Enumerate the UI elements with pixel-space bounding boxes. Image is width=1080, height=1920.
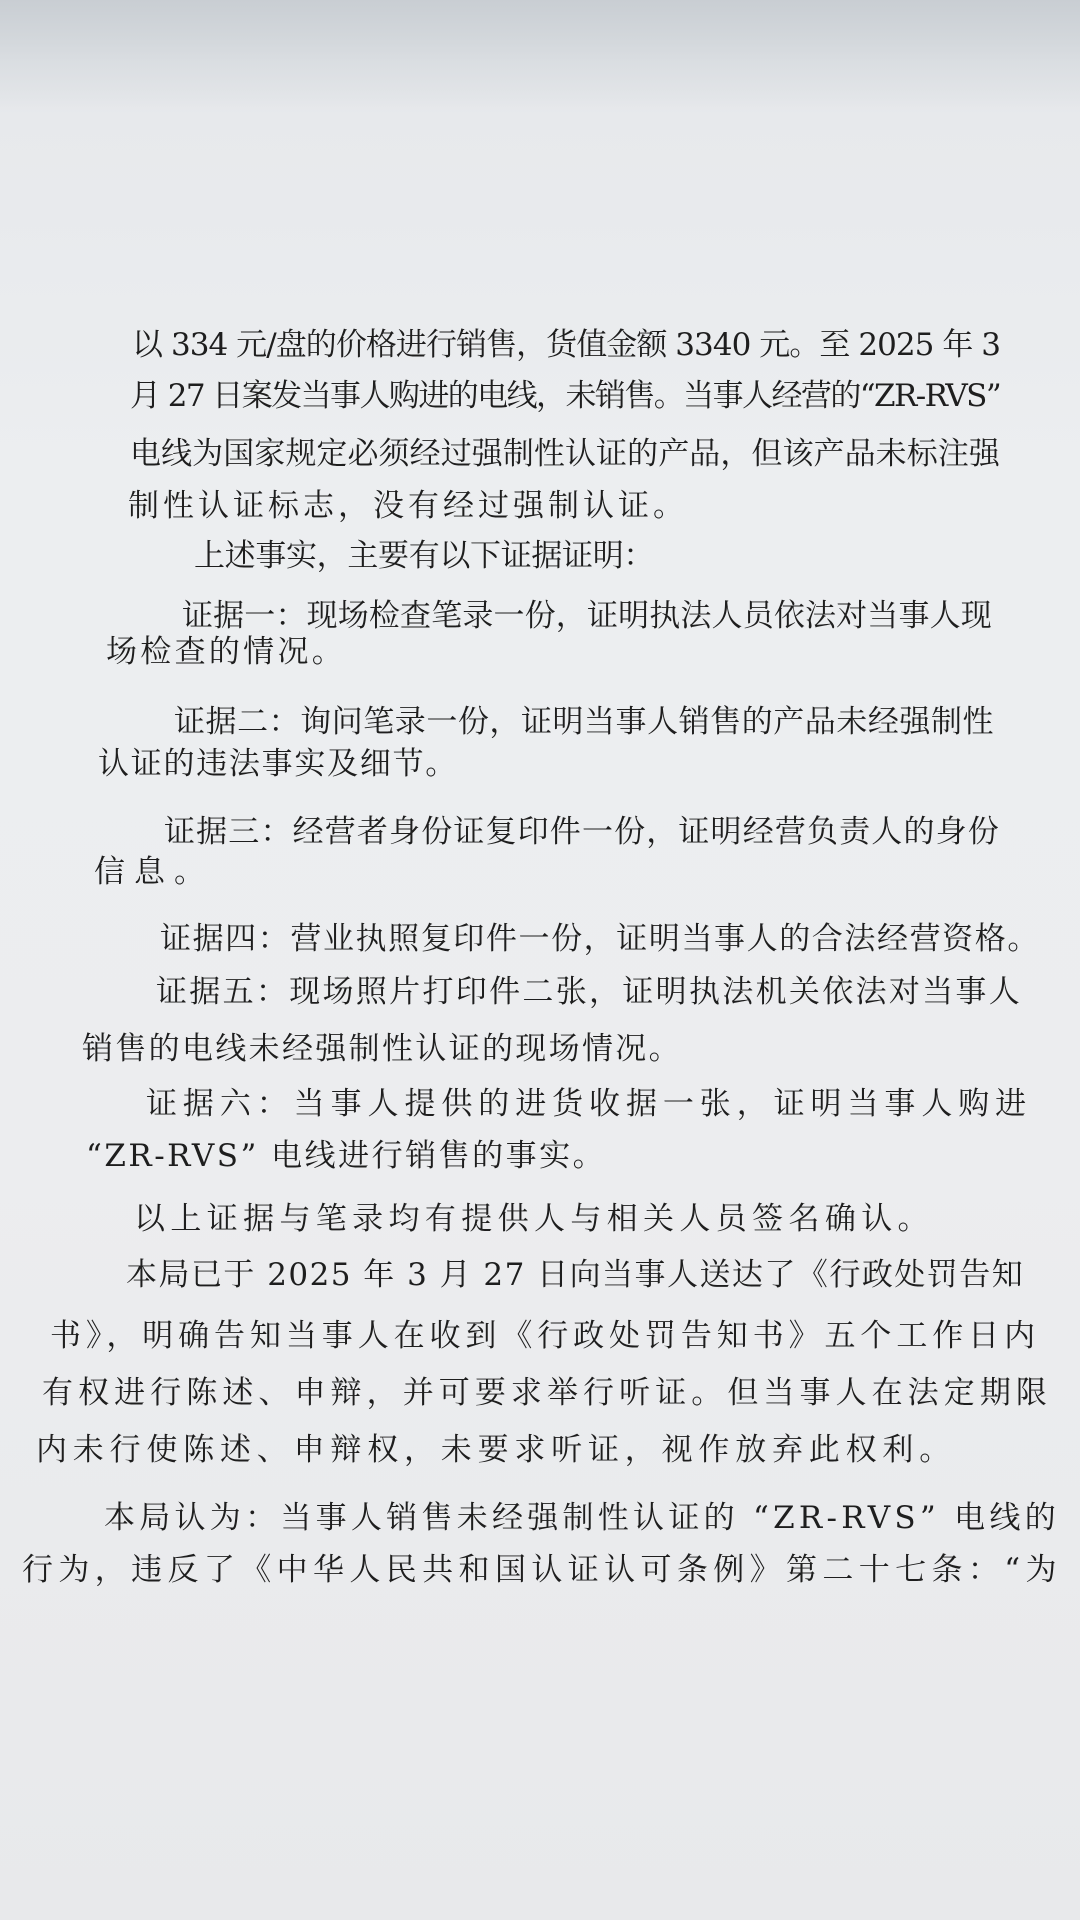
- text-line: 证据六：当事人提供的进货收据一张，证明当事人购进: [146, 1086, 1033, 1122]
- text-line: 场检查的情况。: [106, 634, 347, 670]
- text-line: “ZR-RVS” 电线进行销售的事实。: [86, 1138, 607, 1174]
- text-line: 证据三：经营者身份证复印件一份，证明经营负责人的身份: [164, 814, 1000, 850]
- text-line: 本局认为：当事人销售未经强制性认证的 “ZR-RVS” 电线的: [104, 1500, 1060, 1536]
- text-line: 证据五：现场照片打印件二张，证明执法机关依法对当事人: [156, 974, 1023, 1010]
- text-line: 内未行使陈述、申辩权，未要求听证，视作放弃此权利。: [36, 1432, 956, 1468]
- text-line: 销售的电线未经强制性认证的现场情况。: [82, 1031, 682, 1067]
- text-line: 行为，违反了《中华人民共和国认证认可条例》第二十七条：“为: [22, 1552, 1062, 1588]
- text-line: 书》，明确告知当事人在收到《行政处罚告知书》五个工作日内: [50, 1318, 1040, 1354]
- text-line: 本局已于 2025 年 3 月 27 日向当事人送达了《行政处罚告知: [126, 1257, 1025, 1293]
- text-line: 证据四：营业执照复印件一份，证明当事人的合法经营资格。: [160, 921, 1040, 957]
- text-line: 证据一：现场检查笔录一份，证明执法人员依法对当事人现: [182, 598, 992, 634]
- text-line: 制性认证标志，没有经过强制认证。: [128, 488, 688, 524]
- text-line: 认证的违法事实及细节。: [98, 746, 459, 782]
- text-line: 证据二：询问笔录一份，证明当事人销售的产品未经强制性: [174, 704, 995, 740]
- text-line: 月 27 日案发当事人购进的电线，未销售。当事人经营的“ZR-RVS”: [130, 378, 1001, 414]
- text-line: 有权进行陈述、申辩，并可要求举行听证。但当事人在法定期限: [42, 1375, 1052, 1411]
- text-line: 上述事实，主要有以下证据证明：: [194, 538, 655, 574]
- text-line: 信息。: [94, 854, 214, 890]
- text-line: 电线为国家规定必须经过强制性认证的产品，但该产品未标注强: [130, 436, 1000, 472]
- text-line: 以上证据与笔录均有提供人与相关人员签名确认。: [134, 1201, 934, 1237]
- text-line: 以 334 元/盘的价格进行销售，货值金额 3340 元。至 2025 年 3: [132, 327, 1001, 363]
